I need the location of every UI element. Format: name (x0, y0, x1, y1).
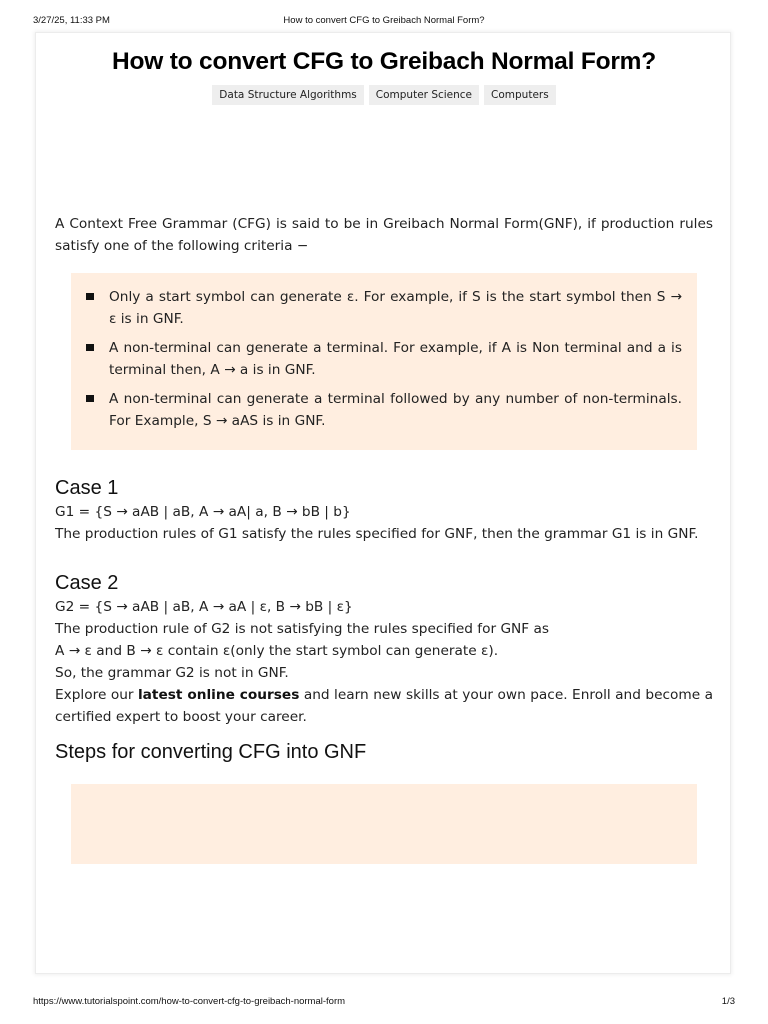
print-url: https://www.tutorialspoint.com/how-to-convert-cfg-to-greibach-normal-form (33, 996, 346, 1007)
case2-text2: A → ε and B → ε contain ε(only the start symbol can generate ε). (55, 643, 499, 659)
article-content (55, 33, 713, 864)
steps-box (71, 784, 697, 864)
page-frame (36, 33, 730, 973)
case2-grammar: G2 = {S → aAB | aB, A → aA | ε, B → bB | ε} (55, 599, 353, 615)
page-number: 1/3 (721, 996, 735, 1007)
list-item (86, 388, 682, 432)
criterion-text: A non-terminal can generate a terminal followed by any number of non-terminals. For Example, S → aAS is in GNF. (109, 391, 682, 429)
case2-text3: So, the grammar G2 is not in GNF. (55, 665, 289, 681)
tag-data-structure-algorithms[interactable]: Data Structure Algorithms (212, 85, 363, 105)
print-footer (0, 996, 768, 1010)
list-item (86, 337, 682, 381)
tag-computer-science[interactable]: Computer Science (369, 85, 479, 105)
print-datetime: 3/27/25, 11:33 PM (33, 15, 110, 26)
case2-heading: Case 2 (55, 572, 119, 594)
promo-text-before: Explore our (55, 687, 138, 703)
criterion-text: Only a start symbol can generate ε. For example, if S is the start symbol then S → ε is in GNF. (109, 289, 682, 327)
case1-grammar: G1 = {S → aAB | aB, A → aA| a, B → bB | b} (55, 504, 351, 520)
square-bullet-icon (86, 293, 94, 300)
list-item (86, 286, 682, 330)
latest-courses-link[interactable]: latest online courses (137, 687, 300, 703)
print-header (0, 15, 768, 29)
tag-computers[interactable]: Computers (484, 85, 556, 105)
article-container (39, 33, 727, 973)
square-bullet-icon (86, 344, 94, 351)
promo-text-after: and learn new skills at your own pace. Enroll and become a certified expert to boost your career. (55, 687, 714, 725)
criterion-text: A non-terminal can generate a terminal. For example, if A is Non terminal and a is terminal then, A → a is in GNF. (109, 340, 682, 378)
case1-heading: Case 1 (55, 477, 119, 499)
criteria-list (86, 286, 682, 432)
steps-heading: Steps for converting CFG into GNF (55, 741, 367, 763)
article-title: How to convert CFG to Greibach Normal Form? (111, 48, 657, 75)
tag-list (55, 85, 713, 105)
print-page-title: How to convert CFG to Greibach Normal Form? (283, 15, 485, 26)
intro-paragraph: A Context Free Grammar (CFG) is said to be in Greibach Normal Form(GNF), if production rules satisfy one of the following criteria − (55, 216, 713, 254)
square-bullet-icon (86, 395, 94, 402)
ad-placeholder (55, 105, 713, 213)
case2-text1: The production rule of G2 is not satisfying the rules specified for GNF as (55, 621, 550, 637)
criteria-box (71, 273, 697, 450)
case1-text: The production rules of G1 satisfy the rules specified for GNF, then the grammar G1 is in GNF. (55, 526, 699, 542)
promo-paragraph (55, 684, 713, 728)
